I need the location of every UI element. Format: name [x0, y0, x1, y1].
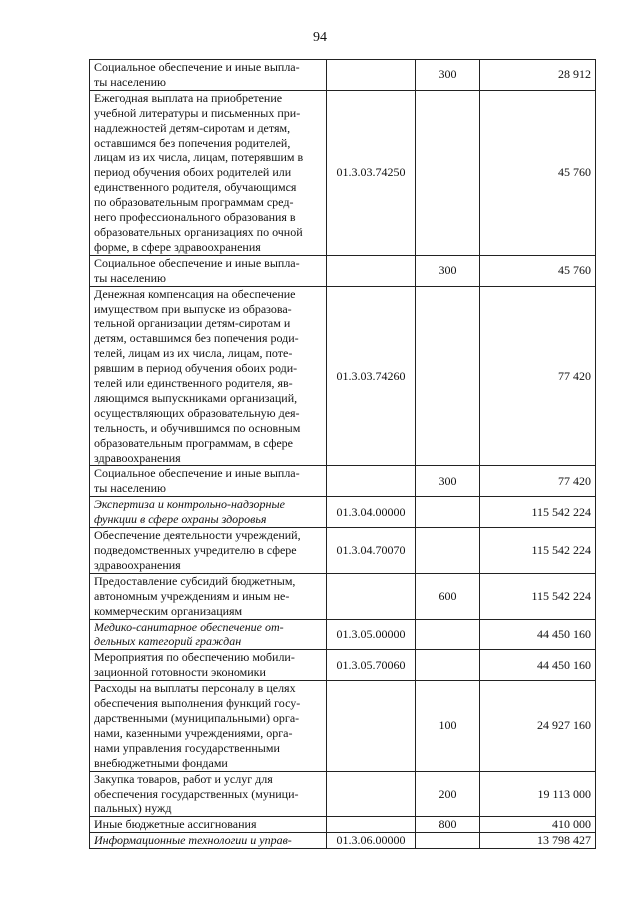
- expense-name-line: Социальное обеспечение и иные выпла-: [94, 255, 300, 270]
- expense-type-cell: [416, 650, 480, 681]
- amount-cell: 44 450 160: [480, 619, 596, 650]
- table-row: [90, 833, 596, 849]
- expense-name-line: Экспертиза и контрольно-надзорные: [94, 497, 285, 512]
- expense-name-cell: [90, 817, 327, 833]
- expense-type-cell: [416, 90, 480, 255]
- expense-name-line: период обучения обоих родителей или: [94, 165, 292, 180]
- expense-type-cell: 600: [416, 573, 480, 619]
- table-row: [90, 619, 596, 650]
- expense-name-line: обеспечения выполнения функций госу-: [94, 696, 301, 711]
- expense-name-line: Денежная компенсация на обеспечение: [94, 286, 296, 301]
- expense-type-cell: [416, 497, 480, 528]
- target-article-code-cell: [327, 817, 416, 833]
- expense-name-line: ты населению: [94, 481, 166, 496]
- table-row: [90, 681, 596, 771]
- table-row: [90, 573, 596, 619]
- budget-table-body: [90, 60, 596, 849]
- budget-table: [89, 59, 596, 849]
- target-article-code-cell: 01.3.04.00000: [327, 497, 416, 528]
- amount-cell: 115 542 224: [480, 573, 596, 619]
- amount-cell: 45 760: [480, 90, 596, 255]
- table-row: [90, 255, 596, 286]
- expense-type-cell: [416, 619, 480, 650]
- expense-name-line: образовательных организациях по очной: [94, 224, 303, 239]
- expense-name-line: лицам из их числа, лицам, потерявшим в: [94, 150, 304, 165]
- expense-name-cell: [90, 255, 327, 286]
- expense-name-line: детям, оставшимся без попечения роди-: [94, 331, 299, 346]
- expense-name-cell: [90, 90, 327, 255]
- expense-name-line: телей или единственного родителя, яв-: [94, 376, 293, 391]
- expense-name-line: нами управления государственными: [94, 740, 280, 755]
- expense-type-cell: [416, 528, 480, 574]
- expense-name-line: дельных категорий граждан: [94, 634, 242, 649]
- expense-name-line: Ежегодная выплата на приобретение: [94, 90, 283, 105]
- expense-name-line: рявшим в период обучения обоих роди-: [94, 361, 298, 376]
- expense-name-line: Социальное обеспечение и иные выпла-: [94, 466, 300, 481]
- expense-name-line: Расходы на выплаты персоналу в целях: [94, 681, 296, 696]
- table-row: [90, 528, 596, 574]
- expense-name-line: тельность, и обучившимся по основным: [94, 420, 301, 435]
- expense-name-cell: [90, 466, 327, 497]
- amount-cell: 77 420: [480, 466, 596, 497]
- expense-name-line: внебюджетными фондами: [94, 755, 228, 770]
- expense-type-cell: 300: [416, 466, 480, 497]
- expense-name-line: функции в сфере охраны здоровья: [94, 512, 267, 527]
- target-article-code-cell: 01.3.05.00000: [327, 619, 416, 650]
- amount-cell: 115 542 224: [480, 497, 596, 528]
- target-article-code-cell: [327, 771, 416, 817]
- expense-name-line: ты населению: [94, 270, 166, 285]
- expense-name-line: телей, лицам из их числа, лицам, поте-: [94, 346, 293, 361]
- table-row: [90, 771, 596, 817]
- expense-name-line: Иные бюджетные ассигнования: [94, 817, 257, 832]
- expense-name-line: пальных) нужд: [94, 801, 172, 816]
- amount-cell: 13 798 427: [480, 833, 596, 849]
- expense-name-line: форме, в сфере здравоохранения: [94, 239, 261, 254]
- table-row: [90, 497, 596, 528]
- expense-type-cell: 100: [416, 681, 480, 771]
- expense-name-line: единственного родителя, обучающимся: [94, 180, 297, 195]
- expense-type-cell: [416, 286, 480, 466]
- expense-name-line: зационной готовности экономики: [94, 665, 266, 680]
- amount-cell: 45 760: [480, 255, 596, 286]
- expense-name-line: учебной литературы и письменных при-: [94, 105, 301, 120]
- expense-type-cell: [416, 833, 480, 849]
- expense-name-cell: [90, 497, 327, 528]
- table-row: [90, 90, 596, 255]
- expense-name-line: Информационные технологии и управ-: [94, 833, 292, 848]
- expense-name-line: Предоставление субсидий бюджетным,: [94, 573, 296, 588]
- amount-cell: 77 420: [480, 286, 596, 466]
- amount-cell: 44 450 160: [480, 650, 596, 681]
- expense-name-line: здравоохранения: [94, 450, 181, 465]
- expense-type-cell: 300: [416, 60, 480, 91]
- expense-name-line: по образовательным программам сред-: [94, 195, 294, 210]
- amount-cell: 410 000: [480, 817, 596, 833]
- expense-name-line: Обеспечение деятельности учреждений,: [94, 528, 301, 543]
- target-article-code-cell: [327, 255, 416, 286]
- table-row: [90, 650, 596, 681]
- expense-name-cell: [90, 573, 327, 619]
- expense-name-line: него профессионального образования в: [94, 210, 296, 225]
- expense-name-line: оставшимся без попечения родителей,: [94, 135, 291, 150]
- expense-name-line: обеспечения государственных (муници-: [94, 786, 299, 801]
- table-row: [90, 817, 596, 833]
- expense-name-cell: [90, 528, 327, 574]
- expense-name-cell: [90, 681, 327, 771]
- target-article-code-cell: 01.3.03.74250: [327, 90, 416, 255]
- expense-name-cell: [90, 650, 327, 681]
- table-row: [90, 466, 596, 497]
- page-number: 94: [313, 30, 327, 45]
- expense-name-cell: [90, 833, 327, 849]
- expense-name-cell: [90, 60, 327, 91]
- expense-name-line: ты населению: [94, 74, 166, 89]
- expense-name-line: дарственными (муниципальными) орга-: [94, 710, 300, 725]
- target-article-code-cell: 01.3.05.70060: [327, 650, 416, 681]
- expense-name-line: ляющимся выпускниками организаций,: [94, 390, 298, 405]
- expense-name-line: Социальное обеспечение и иные выпла-: [94, 60, 300, 74]
- expense-name-cell: [90, 286, 327, 466]
- expense-type-cell: 300: [416, 255, 480, 286]
- target-article-code-cell: 01.3.03.74260: [327, 286, 416, 466]
- expense-name-line: Медико-санитарное обеспечение от-: [94, 619, 284, 634]
- table-row: [90, 286, 596, 466]
- amount-cell: 19 113 000: [480, 771, 596, 817]
- expense-name-line: имуществом при выпуске из образова-: [94, 301, 292, 316]
- expense-name-line: образовательным программам, в сфере: [94, 435, 293, 450]
- expense-name-cell: [90, 619, 327, 650]
- table-row: [90, 60, 596, 91]
- expense-name-line: коммерческим организациям: [94, 603, 243, 618]
- expense-name-line: нами, казенными учреждениями, орга-: [94, 725, 293, 740]
- amount-cell: 28 912: [480, 60, 596, 91]
- expense-name-line: автономным учреждениям и иным не-: [94, 588, 290, 603]
- expense-name-line: здравоохранения: [94, 557, 181, 572]
- target-article-code-cell: [327, 681, 416, 771]
- expense-name-line: подведомственных учредителю в сфере: [94, 543, 297, 557]
- amount-cell: 115 542 224: [480, 528, 596, 574]
- expense-name-line: Мероприятия по обеспечению мобили-: [94, 650, 295, 665]
- target-article-code-cell: [327, 60, 416, 91]
- target-article-code-cell: [327, 573, 416, 619]
- expense-type-cell: 200: [416, 771, 480, 817]
- expense-type-cell: 800: [416, 817, 480, 833]
- expense-name-line: тельной организации детям-сиротам и: [94, 316, 291, 331]
- expense-name-line: надлежностей детям-сиротам и детям,: [94, 120, 291, 135]
- expense-name-line: Закупка товаров, работ и услуг для: [94, 771, 273, 786]
- target-article-code-cell: [327, 466, 416, 497]
- target-article-code-cell: 01.3.06.00000: [327, 833, 416, 849]
- target-article-code-cell: 01.3.04.70070: [327, 528, 416, 574]
- expense-name-cell: [90, 771, 327, 817]
- amount-cell: 24 927 160: [480, 681, 596, 771]
- expense-name-line: осуществляющих образовательную дея-: [94, 405, 300, 420]
